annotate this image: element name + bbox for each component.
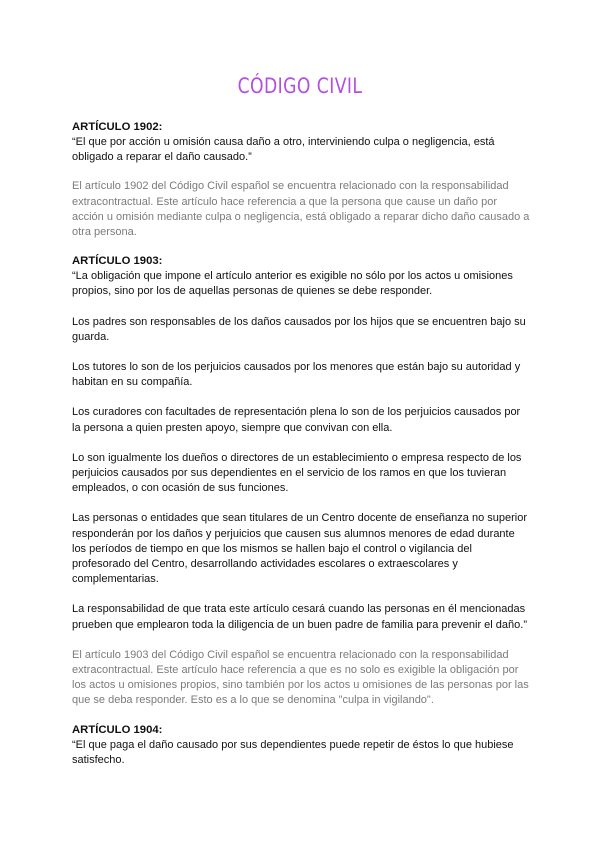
article-paragraph: Las personas o entidades que sean titulares de un Centro docente de enseñanza no superior responderán por los daños y perjuicios que causen sus alumnos menores de edad durante los períodos de tiempo en que los mismos se hallen bajo el control o vigilancia del profesorado del Centro, desarrollando actividades escolares o extraescolares y complementarias.: [72, 512, 527, 586]
article-1902: [72, 120, 530, 240]
article-paragraph: Los curadores con facultades de representación plena lo son de los perjuicios causados por la persona a quien presten apoyo, siempre que convivan con ella.: [72, 406, 521, 434]
article-paragraph: Los padres son responsables de los daños causados por los hijos que se encuentren bajo su guarda.: [72, 315, 526, 343]
article-paragraph: “La obligación que impone el artículo anterior es exigible no sólo por los actos u omisiones propios, sino por los de aquellas personas de quienes se debe responder.: [72, 270, 513, 298]
article-heading: ARTÍCULO 1902:: [72, 121, 163, 133]
article-paragraph: Lo son igualmente los dueños o directores de un establecimiento o empresa respecto de los perjuicios causados por sus dependientes en el servicio de los ramos en que los tuvieran empleados, o con ocasión de sus funciones.: [72, 451, 522, 495]
article-heading: ARTÍCULO 1903:: [72, 255, 163, 268]
document-title: CÓDIGO CIVIL: [237, 74, 363, 98]
article-commentary: El artículo 1903 del Código Civil español se encuentra relacionado con la responsabilidad extracontractual. Este artículo hace referencia a que es no solo es exigible la obligación por los actos u omisiones propios, sino también por los actos u omisiones de las personas por las que se deba responder. Esto es a lo que se denomina "culpa in vigilando".: [72, 648, 529, 707]
article-heading: ARTÍCULO 1904:: [72, 723, 163, 736]
article-commentary: El artículo 1902 del Código Civil español se encuentra relacionado con la responsabilidad extracontractual. Este artículo hace referencia a que la persona que cause un daño por acción u omisión mediante culpa o negligencia, está obligado a reparar dicho daño causado a otra persona.: [72, 180, 530, 239]
article-quote: “El que paga el daño causado por sus dependientes puede repetir de éstos lo que hubiese satisfecho.: [72, 738, 514, 766]
document-body: [72, 120, 530, 768]
article-1904: [72, 723, 530, 768]
article-paragraph: Los tutores lo son de los perjuicios causados por los menores que están bajo su autoridad y habitan en su compañía.: [72, 361, 521, 389]
article-1903: [72, 254, 530, 708]
article-quote: “El que por acción u omisión causa daño a otro, interviniendo culpa o negligencia, está obligado a reparar el daño causado.”: [72, 136, 495, 164]
article-paragraph: La responsabilidad de que trata este artículo cesará cuando las personas en él mencionadas prueben que emplearon toda la diligencia de un buen padre de familia para prevenir el daño.”: [72, 603, 527, 631]
